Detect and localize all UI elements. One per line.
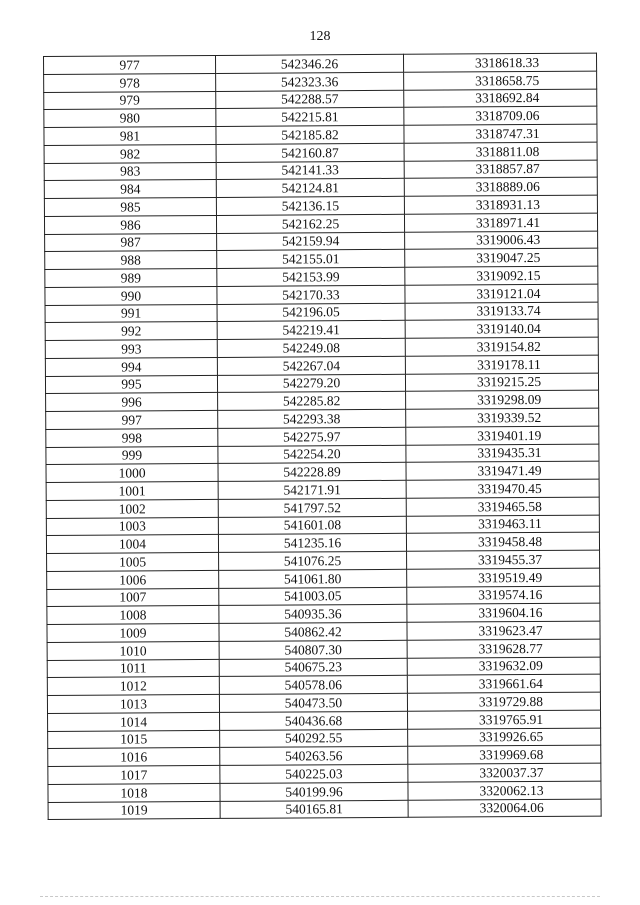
point-number-cell: 995: [45, 375, 217, 394]
point-number-cell: 1009: [47, 623, 219, 642]
x-coordinate-cell: 540292.55: [220, 729, 408, 748]
y-coordinate-cell: 3318811.08: [404, 142, 597, 161]
x-coordinate-cell: 540473.50: [219, 693, 407, 712]
y-coordinate-cell: 3319047.25: [405, 248, 598, 267]
y-coordinate-cell: 3318658.75: [404, 71, 597, 90]
x-coordinate-cell: 542293.38: [218, 409, 406, 428]
y-coordinate-cell: 3319632.09: [407, 657, 600, 676]
point-number-cell: 1011: [47, 659, 219, 678]
point-number-cell: 978: [44, 73, 216, 92]
y-coordinate-cell: 3319121.04: [405, 284, 598, 303]
y-coordinate-cell: 3318857.87: [404, 160, 597, 179]
y-coordinate-cell: 3319215.25: [405, 373, 598, 392]
x-coordinate-cell: 542170.33: [217, 285, 405, 304]
y-coordinate-cell: 3319604.16: [407, 603, 600, 622]
point-number-cell: 985: [44, 197, 216, 216]
point-number-cell: 1015: [48, 730, 220, 749]
x-coordinate-cell: 541601.08: [218, 516, 406, 535]
x-coordinate-cell: 540436.68: [220, 711, 408, 730]
y-coordinate-cell: 3319623.47: [407, 621, 600, 640]
point-number-cell: 1019: [48, 801, 220, 820]
point-number-cell: 1016: [48, 748, 220, 767]
y-coordinate-cell: 3318889.06: [404, 177, 597, 196]
x-coordinate-cell: 542228.89: [218, 463, 406, 482]
x-coordinate-cell: 542288.57: [216, 90, 404, 109]
x-coordinate-cell: 542219.41: [217, 321, 405, 340]
y-coordinate-cell: 3318692.84: [404, 89, 597, 108]
scan-edge-line: [40, 896, 600, 898]
x-coordinate-cell: 542275.97: [218, 427, 406, 446]
table-row: [48, 799, 601, 820]
y-coordinate-cell: 3319661.64: [407, 674, 600, 693]
y-coordinate-cell: 3319455.37: [407, 550, 600, 569]
y-coordinate-cell: 3319969.68: [408, 745, 601, 764]
coordinate-table-body: [44, 53, 602, 820]
x-coordinate-cell: 540675.23: [219, 658, 407, 677]
y-coordinate-cell: 3319729.88: [407, 692, 600, 711]
y-coordinate-cell: 3319298.09: [406, 390, 599, 409]
point-number-cell: 981: [44, 126, 216, 145]
y-coordinate-cell: 3319154.82: [405, 337, 598, 356]
y-coordinate-cell: 3319458.48: [406, 532, 599, 551]
page-number: 128: [309, 29, 331, 44]
y-coordinate-cell: 3319178.11: [405, 355, 598, 374]
x-coordinate-cell: 542285.82: [218, 392, 406, 411]
point-number-cell: 999: [46, 446, 218, 465]
y-coordinate-cell: 3319628.77: [407, 639, 600, 658]
y-coordinate-cell: 3320064.06: [408, 799, 601, 818]
x-coordinate-cell: 540578.06: [219, 676, 407, 695]
point-number-cell: 997: [46, 410, 218, 429]
x-coordinate-cell: 542141.33: [216, 161, 404, 180]
y-coordinate-cell: 3318709.06: [404, 106, 597, 125]
x-coordinate-cell: 542267.04: [217, 356, 405, 375]
x-coordinate-cell: 541076.25: [219, 551, 407, 570]
y-coordinate-cell: 3319519.49: [407, 568, 600, 587]
x-coordinate-cell: 542171.91: [218, 480, 406, 499]
y-coordinate-cell: 3318618.33: [403, 53, 596, 72]
y-coordinate-cell: 3319006.43: [405, 231, 598, 250]
point-number-cell: 1007: [47, 588, 219, 607]
point-number-cell: 1013: [47, 694, 219, 713]
point-number-cell: 1001: [46, 481, 218, 500]
point-number-cell: 988: [45, 251, 217, 270]
y-coordinate-cell: 3320062.13: [408, 781, 601, 800]
x-coordinate-cell: 540807.30: [219, 640, 407, 659]
x-coordinate-cell: 540862.42: [219, 622, 407, 641]
point-number-cell: 1014: [48, 712, 220, 731]
point-number-cell: 1004: [46, 535, 218, 554]
point-number-cell: 983: [44, 162, 216, 181]
y-coordinate-cell: 3319133.74: [405, 302, 598, 321]
point-number-cell: 977: [44, 55, 216, 74]
x-coordinate-cell: 540225.03: [220, 764, 408, 783]
point-number-cell: 987: [45, 233, 217, 252]
x-coordinate-cell: 542136.15: [216, 196, 404, 215]
point-number-cell: 986: [44, 215, 216, 234]
point-number-cell: 1002: [46, 499, 218, 518]
x-coordinate-cell: 540199.96: [220, 782, 408, 801]
x-coordinate-cell: 542160.87: [216, 143, 404, 162]
x-coordinate-cell: 542215.81: [216, 108, 404, 127]
x-coordinate-cell: 541003.05: [219, 587, 407, 606]
point-number-cell: 993: [45, 339, 217, 358]
y-coordinate-cell: 3319926.65: [408, 728, 601, 747]
y-coordinate-cell: 3319092.15: [405, 266, 598, 285]
y-coordinate-cell: 3319574.16: [407, 586, 600, 605]
y-coordinate-cell: 3319471.49: [406, 461, 599, 480]
point-number-cell: 1005: [47, 552, 219, 571]
y-coordinate-cell: 3318971.41: [404, 213, 597, 232]
point-number-cell: 998: [46, 428, 218, 447]
y-coordinate-cell: 3319435.31: [406, 444, 599, 463]
y-coordinate-cell: 3319140.04: [405, 319, 598, 338]
x-coordinate-cell: 540165.81: [220, 800, 408, 819]
x-coordinate-cell: 542155.01: [217, 250, 405, 269]
x-coordinate-cell: 541061.80: [219, 569, 407, 588]
point-number-cell: 991: [45, 304, 217, 323]
y-coordinate-cell: 3319765.91: [408, 710, 601, 729]
point-number-cell: 992: [45, 322, 217, 341]
point-number-cell: 994: [45, 357, 217, 376]
x-coordinate-cell: 542162.25: [216, 214, 404, 233]
x-coordinate-cell: 542196.05: [217, 303, 405, 322]
y-coordinate-cell: 3319463.11: [406, 515, 599, 534]
point-number-cell: 982: [44, 144, 216, 163]
point-number-cell: 1006: [47, 570, 219, 589]
point-number-cell: 1003: [46, 517, 218, 536]
coordinate-table: [43, 53, 602, 821]
x-coordinate-cell: 542159.94: [217, 232, 405, 251]
point-number-cell: 1017: [48, 765, 220, 784]
y-coordinate-cell: 3318747.31: [404, 124, 597, 143]
x-coordinate-cell: 542124.81: [216, 179, 404, 198]
x-coordinate-cell: 542346.26: [215, 54, 403, 73]
point-number-cell: 989: [45, 268, 217, 287]
point-number-cell: 1008: [47, 606, 219, 625]
x-coordinate-cell: 542279.20: [217, 374, 405, 393]
x-coordinate-cell: 541235.16: [218, 534, 406, 553]
x-coordinate-cell: 540935.36: [219, 605, 407, 624]
y-coordinate-cell: 3319401.19: [406, 426, 599, 445]
x-coordinate-cell: 540263.56: [220, 747, 408, 766]
y-coordinate-cell: 3320037.37: [408, 763, 601, 782]
point-number-cell: 979: [44, 91, 216, 110]
y-coordinate-cell: 3319465.58: [406, 497, 599, 516]
y-coordinate-cell: 3318931.13: [404, 195, 597, 214]
point-number-cell: 980: [44, 109, 216, 128]
x-coordinate-cell: 542185.82: [216, 125, 404, 144]
point-number-cell: 1012: [47, 677, 219, 696]
x-coordinate-cell: 542254.20: [218, 445, 406, 464]
y-coordinate-cell: 3319339.52: [406, 408, 599, 427]
y-coordinate-cell: 3319470.45: [406, 479, 599, 498]
x-coordinate-cell: 542249.08: [217, 338, 405, 357]
point-number-cell: 990: [45, 286, 217, 305]
x-coordinate-cell: 542323.36: [216, 72, 404, 91]
point-number-cell: 996: [46, 393, 218, 412]
point-number-cell: 1018: [48, 783, 220, 802]
point-number-cell: 1010: [47, 641, 219, 660]
point-number-cell: 1000: [46, 464, 218, 483]
point-number-cell: 984: [44, 180, 216, 199]
x-coordinate-cell: 542153.99: [217, 267, 405, 286]
x-coordinate-cell: 541797.52: [218, 498, 406, 517]
